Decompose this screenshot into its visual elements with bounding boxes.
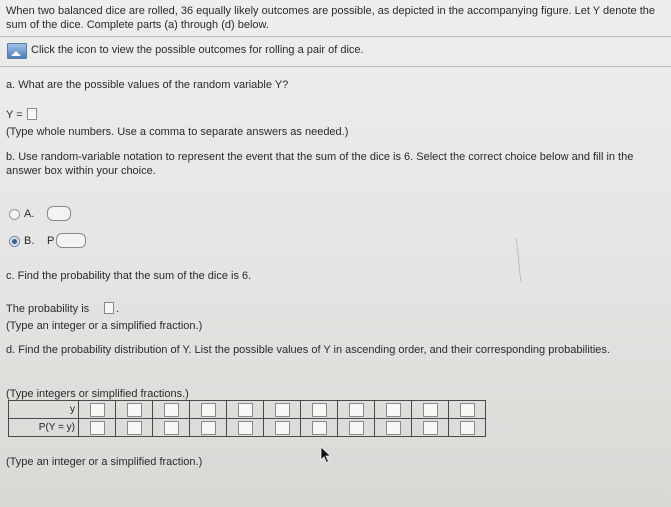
option-b-event-input[interactable] (56, 233, 86, 248)
probability-value-input[interactable] (349, 421, 364, 435)
option-b-prefix: P (47, 235, 55, 247)
part-c-hint: (Type an integer or a simplified fraction.) (6, 320, 203, 332)
table-row (9, 401, 486, 419)
divider (0, 66, 671, 67)
probability-value-input[interactable] (127, 421, 142, 435)
y-value-input[interactable] (127, 403, 142, 417)
problem-intro: When two balanced dice are rolled, 36 equally likely outcomes are possible, as depicted in the accompanying figure. Let Y denote the sum of the dice. Complete parts (a) through (d) below. (6, 5, 655, 31)
y-value-input[interactable] (386, 403, 401, 417)
probability-value-input[interactable] (238, 421, 253, 435)
part-d-hint-top: (Type integers or simplified fractions.) (6, 388, 189, 400)
probability-value-input[interactable] (275, 421, 290, 435)
part-d-hint-bottom: (Type an integer or a simplified fraction.) (6, 456, 203, 468)
probability-label: The probability is (6, 303, 90, 315)
probability-value-input[interactable] (312, 421, 327, 435)
probability-input[interactable] (104, 302, 114, 314)
probability-value-input[interactable] (90, 421, 105, 435)
y-value-input[interactable] (275, 403, 290, 417)
option-a-set-input[interactable] (47, 206, 71, 221)
y-value-input[interactable] (423, 403, 438, 417)
option-a-radio[interactable] (9, 209, 20, 220)
table-row (9, 419, 486, 437)
probability-suffix: . (116, 303, 120, 315)
image-icon[interactable] (7, 43, 27, 59)
probability-value-input[interactable] (386, 421, 401, 435)
y-row-header: y (9, 401, 79, 419)
figure-link-text[interactable]: Click the icon to view the possible outcomes for rolling a pair of dice. (31, 44, 364, 56)
part-a-question: a. What are the possible values of the random variable Y? (6, 79, 289, 91)
option-b-label: B. (24, 235, 35, 247)
part-a-hint: (Type whole numbers. Use a comma to separate answers as needed.) (6, 126, 349, 138)
y-value-input[interactable] (312, 403, 327, 417)
probability-value-input[interactable] (423, 421, 438, 435)
y-value-input[interactable] (238, 403, 253, 417)
y-value-input[interactable] (90, 403, 105, 417)
option-a-label: A. (24, 208, 35, 220)
y-value-input[interactable] (201, 403, 216, 417)
probability-value-input[interactable] (460, 421, 475, 435)
option-b-radio[interactable] (9, 236, 20, 247)
y-value-input[interactable] (460, 403, 475, 417)
probability-value-input[interactable] (201, 421, 216, 435)
probability-value-input[interactable] (164, 421, 179, 435)
y-values-input[interactable] (27, 108, 37, 120)
divider (0, 36, 671, 37)
y-value-input[interactable] (349, 403, 364, 417)
p-row-header: P(Y = y) (9, 419, 79, 437)
part-c-question: c. Find the probability that the sum of the dice is 6. (6, 270, 252, 282)
mouse-cursor-icon (320, 446, 332, 464)
y-value-input[interactable] (164, 403, 179, 417)
part-b-question: b. Use random-variable notation to represent the event that the sum of the dice is 6. Select the correct choice below and fill in the answer box within your choice. (6, 151, 634, 177)
part-d-question: d. Find the probability distribution of Y. List the possible values of Y in ascending order, and their corresponding probabilities. (6, 344, 610, 356)
y-label: Y = (6, 109, 23, 121)
screen-mark (516, 238, 524, 282)
distribution-table (8, 400, 486, 437)
